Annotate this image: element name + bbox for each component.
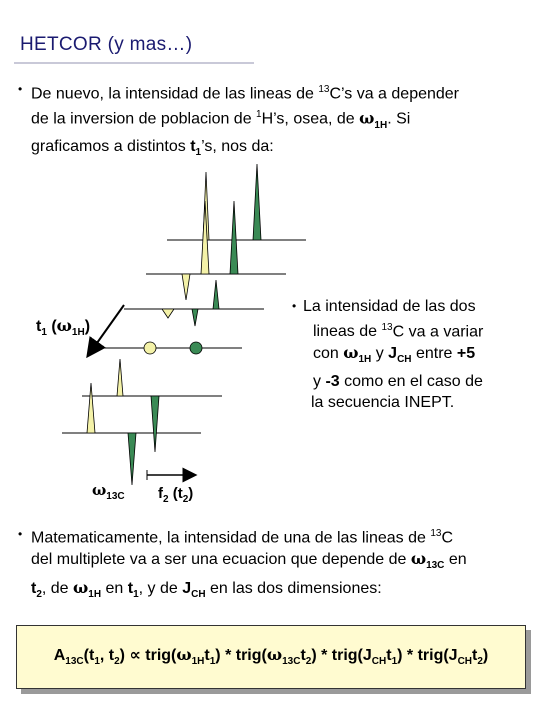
formula-part: t: [472, 647, 478, 664]
t-subscript: 1: [133, 588, 139, 600]
math-text: en: [101, 579, 128, 597]
j-subscript: CH: [191, 588, 206, 600]
peak-yellow: [162, 309, 174, 318]
omega-subscript: 13C: [106, 491, 125, 502]
t-symbol: t: [31, 579, 37, 597]
omega-subscript: 1H: [71, 327, 85, 339]
formula-sub: 2: [305, 656, 312, 668]
null-point-green: [190, 342, 202, 354]
intro-text: . Si: [387, 110, 411, 128]
formula-sub: 2: [477, 656, 483, 668]
intro-text: de la inversion de poblacion de: [31, 110, 257, 128]
peak-yellow: [117, 359, 123, 396]
formula-part: ): [482, 647, 489, 664]
omega-subscript: 1H: [88, 588, 102, 600]
formula-part: trig(: [140, 647, 177, 664]
peak-green: [253, 164, 261, 240]
formula-part: A: [53, 647, 66, 664]
omega-subscript: 13C: [426, 560, 445, 572]
side-text: y: [371, 345, 389, 363]
math-text: Matematicamente, la intensidad de una de las lineas de: [31, 529, 431, 547]
t-symbol: t: [36, 318, 42, 335]
peak-yellow: [182, 274, 190, 300]
t1-axis-label: [36, 316, 90, 338]
slide-title: HETCOR (y mas…): [20, 34, 193, 55]
t-subscript: 1: [41, 327, 47, 339]
formula-sub: 13C: [282, 656, 301, 668]
intro-text: De nuevo, la intensidad de las lineas de: [31, 85, 319, 103]
bullet-2: •: [292, 299, 297, 313]
formula-box: [16, 625, 526, 689]
paren: (t: [168, 485, 183, 502]
intro-text: ’s, nos da:: [201, 137, 274, 155]
peak-green: [213, 280, 219, 309]
omega-symbol: ω: [410, 549, 427, 569]
omega-symbol: ω: [56, 316, 72, 335]
omega-subscript: 1H: [374, 119, 388, 131]
math-text: , y de: [138, 579, 183, 597]
peak-green: [192, 309, 198, 326]
formula-sub: 1: [391, 656, 398, 668]
omega-symbol: ω: [266, 645, 283, 664]
plus5-value: +5: [456, 345, 476, 363]
sup-1: 1: [256, 109, 262, 121]
math-text: C: [441, 529, 454, 547]
formula-part: , t: [99, 647, 115, 664]
minus3-value: -3: [325, 372, 340, 390]
omega-symbol: ω: [176, 645, 192, 664]
peak-green: [230, 201, 238, 274]
j-subscript: CH: [397, 354, 412, 366]
proportional-symbol: ∝: [129, 647, 141, 664]
formula-sub: 1: [209, 656, 216, 668]
formula-part: ) * trig(J: [397, 647, 458, 664]
null-point-yellow: [144, 342, 156, 354]
bullet-1: •: [18, 82, 23, 96]
side-text: entre: [411, 345, 457, 363]
j-symbol: J: [388, 345, 398, 363]
omega-subscript: 1H: [358, 354, 372, 366]
t-subscript: 2: [36, 588, 42, 600]
intro-text: graficamos a distintos: [31, 137, 191, 155]
peak-yellow: [87, 383, 95, 433]
peak-green: [128, 433, 136, 485]
intro-text: H’s, osea, de: [261, 110, 360, 128]
omega-symbol: ω: [73, 577, 89, 597]
side-text: como en el caso de: [339, 372, 483, 390]
j-symbol: J: [182, 579, 192, 597]
side-text: y: [313, 372, 326, 390]
t1-axis-arrow: [92, 305, 124, 350]
sup-13: 13: [381, 322, 393, 333]
math-text: del multiplete va a ser una ecuacion que depende de: [31, 551, 411, 569]
formula-part: t: [386, 647, 392, 664]
f2-axis-label: [158, 485, 193, 505]
formula-part: (t: [83, 647, 95, 664]
t-subscript: 2: [182, 494, 189, 505]
side-text: C va a variar: [392, 323, 484, 341]
math-paragraph: [31, 523, 531, 605]
paren: ): [84, 318, 91, 335]
formula-part: t: [300, 647, 306, 664]
side-text: lineas de: [313, 323, 382, 341]
f-symbol: f: [158, 485, 163, 502]
omega-symbol: ω: [343, 343, 359, 363]
side-text: La intensidad de las dos: [303, 298, 476, 315]
bullet-3: •: [18, 527, 23, 541]
f-subscript: 2: [163, 494, 169, 505]
omega-13c-label: [92, 481, 125, 502]
formula-sub: 1: [94, 656, 100, 668]
formula-part: ) * trig(J: [311, 647, 372, 664]
formula-sub: 1H: [191, 656, 205, 668]
omega-symbol: ω: [359, 108, 375, 128]
paren: ): [188, 485, 194, 502]
omega-symbol: ω: [92, 481, 107, 499]
formula-part: t: [204, 647, 210, 664]
sup-13: 13: [318, 84, 330, 95]
t-symbol: t: [127, 579, 134, 597]
paren: (: [46, 318, 57, 335]
math-text: , de: [41, 579, 74, 597]
formula: [17, 645, 525, 667]
intro-text: C’s va a depender: [329, 85, 460, 103]
peak-green: [151, 396, 159, 452]
math-text: en: [444, 551, 467, 569]
sup-13: 13: [430, 528, 442, 539]
formula-sub: 13C: [65, 656, 84, 668]
formula-sub: CH: [457, 656, 473, 668]
t-subscript: 1: [195, 147, 202, 159]
formula-sub: CH: [371, 656, 387, 668]
side-text: con: [313, 345, 344, 363]
formula-part: ): [119, 647, 130, 664]
math-text: en las dos dimensiones:: [205, 579, 382, 597]
formula-part: ) * trig(: [215, 647, 267, 664]
side-text: la secuencia INEPT.: [311, 393, 455, 411]
t-symbol: t: [190, 137, 196, 155]
side-paragraph: [303, 296, 533, 413]
formula-sub: 2: [114, 656, 120, 668]
